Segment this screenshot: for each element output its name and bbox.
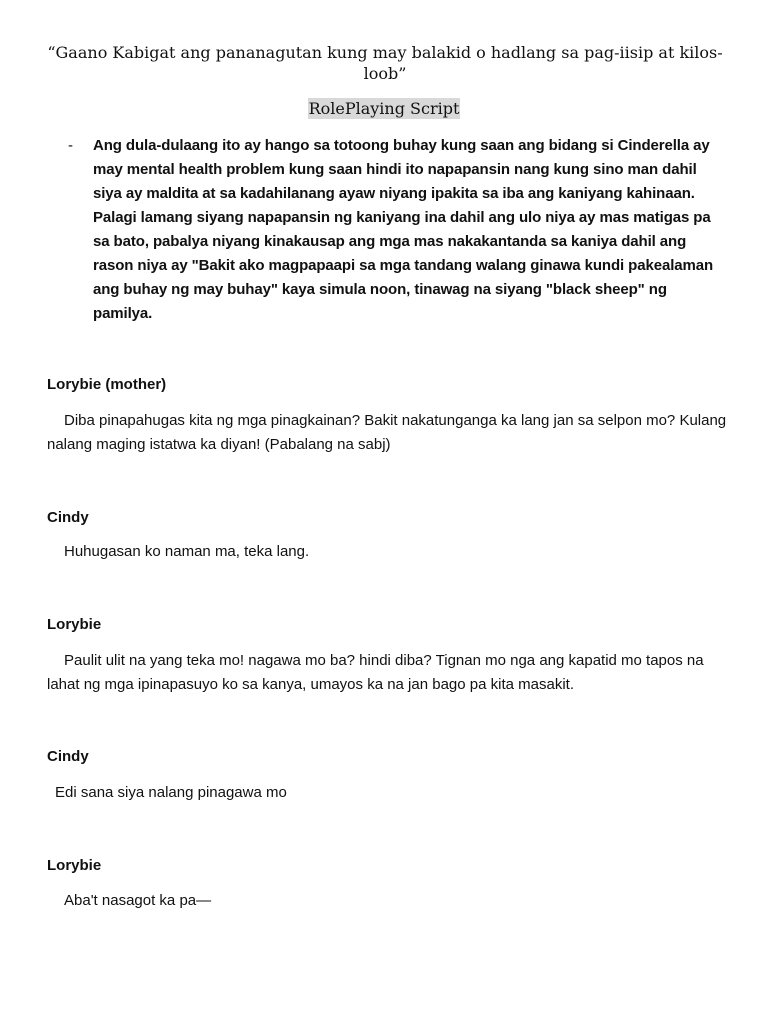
subtitle-container xyxy=(0,98,768,119)
document-subtitle: RolePlaying Script xyxy=(308,99,460,118)
speaker-name: Lorybie xyxy=(47,616,102,633)
dialogue-line: Paulit ulit na yang teka mo! nagawa mo ba? hindi diba? Tignan mo nga ang kapatid mo tapos na lahat ng mga ipinapasuyo ko sa kanya, umayos ka na jan bago pa kita masakit. xyxy=(47,652,704,693)
speaker-name: Cindy xyxy=(47,509,89,526)
dialogue-line: Edi sana siya nalang pinagawa mo xyxy=(55,784,287,801)
speaker-name: Cindy xyxy=(47,748,89,765)
speaker-name: Lorybie (mother) xyxy=(47,376,167,393)
dialogue-line: Diba pinapahugas kita ng mga pinagkainan? Bakit nakatunganga ka lang jan sa selpon mo? Kulang nalang maging istatwa ka diyan! (Pabalang na sabj) xyxy=(47,412,727,453)
bullet-marker: - xyxy=(68,137,73,154)
dialogue-line: Huhugasan ko naman ma, teka lang. xyxy=(64,543,310,560)
dialogue-line: Aba't nasagot ka pa— xyxy=(64,892,212,909)
intro-text: Ang dula-dulaang ito ay hango sa totoong buhay kung saan ang bidang si Cinderella ay may mental health problem kung saan hindi ito napapansin nang kung sino man dahil siya ay maldita at sa kadahilanang ayaw niyang ipakita sa iba ang kaniyang kahinaan. Palagi lamang siyang napapansin ng kaniyang ina dahil ang ulo niya ay mas matigas pa sa bato, pabalya niyang kinakausap ang mga mas nakakantanda sa kaniya dahil ang rason niya ay "Bakit ako magpapaapi sa mga tandang walang ginawa kundi pakealaman ang buhay ng may buhay" kaya simula noon, tinawag na siyang "black sheep" ng pamilya. xyxy=(93,137,714,322)
document-title: “Gaano Kabigat ang pananagutan kung may balakid o hadlang sa pag-iisip at kilos-loob” xyxy=(47,43,723,83)
speaker-name: Lorybie xyxy=(47,857,102,874)
